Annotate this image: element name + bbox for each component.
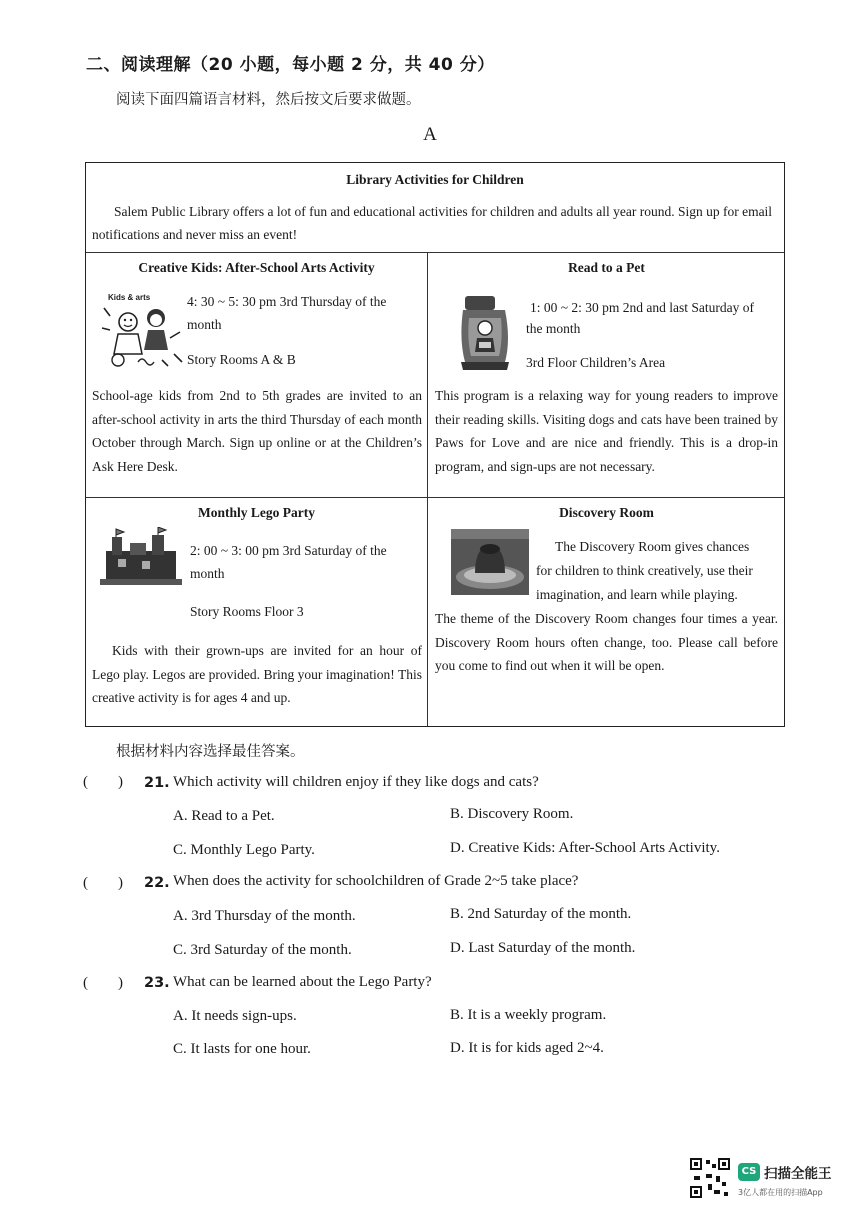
passage-label: A xyxy=(423,124,437,145)
brand-name: 扫描全能王 xyxy=(764,1166,832,1182)
cs-logo: CS xyxy=(738,1163,760,1181)
question-number: 21. xyxy=(144,775,170,791)
question-text: Which activity will children enjoy if they like dogs and cats? xyxy=(173,774,539,790)
read-to-pet-image xyxy=(455,290,515,372)
option-c[interactable]: C. 3rd Saturday of the month. xyxy=(173,942,352,958)
creative-kids-time: 4: 30 ~ 5: 30 pm 3rd Thursday of the xyxy=(187,294,387,309)
creative-kids-cell xyxy=(86,252,427,497)
lego-castle-image xyxy=(98,527,182,589)
answer-blank[interactable]: ( ) xyxy=(83,875,123,891)
option-d[interactable]: D. Creative Kids: After-School Arts Activity. xyxy=(450,840,720,856)
answer-blank[interactable]: ( ) xyxy=(83,774,123,790)
option-c[interactable]: C. Monthly Lego Party. xyxy=(173,842,315,858)
option-b[interactable]: B. It is a weekly program. xyxy=(450,1007,607,1023)
creative-kids-time-cont: month xyxy=(187,317,222,332)
discovery-room-title: Discovery Room xyxy=(559,505,654,520)
lego-party-cell xyxy=(86,499,427,726)
option-a[interactable]: A. Read to a Pet. xyxy=(173,808,275,824)
divider xyxy=(86,497,784,498)
answer-blank[interactable]: ( ) xyxy=(83,975,123,991)
section-heading: 二、阅读理解（20 小题，每小题 2 分，共 40 分） xyxy=(86,55,495,75)
discovery-room-line-1: The Discovery Room gives chances xyxy=(555,539,750,554)
brand-tagline: 3亿人都在用的扫描App xyxy=(738,1188,823,1197)
qr-code-icon xyxy=(690,1158,730,1198)
lego-party-time-cont: month xyxy=(190,566,225,581)
questions-intro: 根据材料内容选择最佳答案。 xyxy=(116,744,305,760)
question-text: What can be learned about the Lego Party? xyxy=(173,974,432,990)
discovery-room-image xyxy=(451,529,529,595)
box-intro: Salem Public Library offers a lot of fun and educational activities for children and adults all year round. Sign up for email notifications and never miss an event! xyxy=(92,204,773,242)
option-a[interactable]: A. 3rd Thursday of the month. xyxy=(173,908,356,924)
discovery-room-body: The theme of the Discovery Room changes four times a year. Discovery Room hours often change, too. Please call before you come to find out when it will be open. xyxy=(435,611,778,673)
kids-arts-image-label: Kids & arts xyxy=(108,293,151,302)
section-instruction: 阅读下面四篇语言材料，然后按文后要求做题。 xyxy=(116,92,421,108)
lego-party-body: Kids with their grown-ups are invited for an hour of Lego play. Legos are provided. Bring your imagination! This creative activity is for ages 4 and up. xyxy=(92,643,422,705)
lego-party-title: Monthly Lego Party xyxy=(198,505,315,520)
option-b[interactable]: B. Discovery Room. xyxy=(450,806,574,822)
option-d[interactable]: D. Last Saturday of the month. xyxy=(450,940,636,956)
read-to-pet-place: 3rd Floor Children’s Area xyxy=(526,355,666,370)
discovery-room-line-3: imagination, and learn while playing. xyxy=(536,587,738,602)
divider xyxy=(427,252,428,726)
box-title: Library Activities for Children xyxy=(346,172,524,187)
read-to-pet-body: This program is a relaxing way for young readers to improve their reading skills. Visiting dogs and cats have been trained by Paws for Love and are nice and friendly. This is a drop-in program, and sign-ups are not necessary. xyxy=(435,388,778,474)
question-number: 22. xyxy=(144,875,170,891)
discovery-room-line-2: for children to think creatively, use their xyxy=(536,563,753,578)
question-number: 23. xyxy=(144,975,170,991)
read-to-pet-title: Read to a Pet xyxy=(568,260,645,275)
option-a[interactable]: A. It needs sign-ups. xyxy=(173,1008,297,1024)
creative-kids-body: School-age kids from 2nd to 5th grades are invited to an after-school activity in arts the third Thursday of each month October through March. Sign up online or at the Children’s Ask Here Desk. xyxy=(92,388,422,474)
option-c[interactable]: C. It lasts for one hour. xyxy=(173,1041,311,1057)
kids-arts-image xyxy=(98,288,186,370)
activities-box xyxy=(85,162,785,727)
discovery-room-cell xyxy=(429,499,784,726)
read-to-pet-time: 1: 00 ~ 2: 30 pm 2nd and last Saturday of xyxy=(530,300,755,315)
creative-kids-place: Story Rooms A & B xyxy=(187,352,296,367)
option-d[interactable]: D. It is for kids aged 2~4. xyxy=(450,1040,604,1056)
lego-party-time: 2: 00 ~ 3: 00 pm 3rd Saturday of the xyxy=(190,543,387,558)
creative-kids-title: Creative Kids: After-School Arts Activity xyxy=(138,260,375,275)
read-to-pet-time-cont: the month xyxy=(526,321,581,336)
option-b[interactable]: B. 2nd Saturday of the month. xyxy=(450,906,632,922)
read-to-pet-cell xyxy=(429,252,784,497)
question-text: When does the activity for schoolchildren of Grade 2~5 take place? xyxy=(173,873,579,889)
lego-party-place: Story Rooms Floor 3 xyxy=(190,604,304,619)
